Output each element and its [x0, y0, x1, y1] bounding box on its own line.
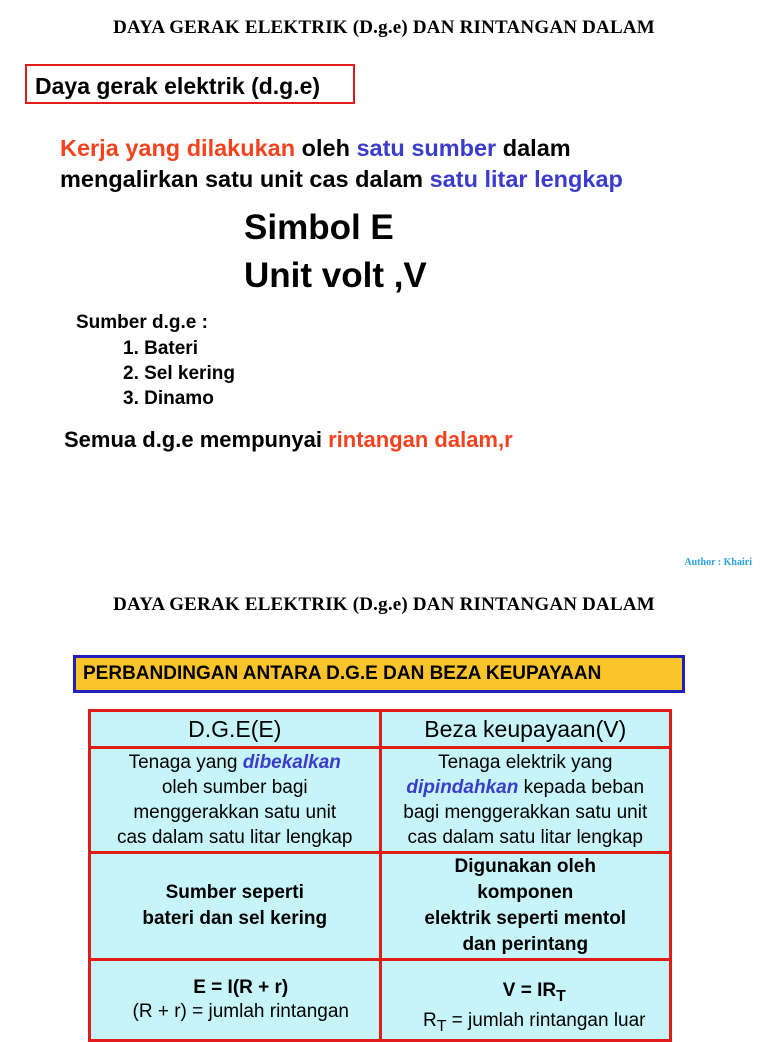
definition-text: dalam [496, 135, 571, 161]
column-header-potential-difference: Beza keupayaan(V) [380, 711, 671, 748]
list-item: 3. Dinamo [123, 388, 214, 409]
table-cell [380, 960, 671, 1041]
emf-box-title: Daya gerak elektrik (d.g.e) [25, 64, 355, 104]
table-row [90, 960, 671, 1041]
list-item: 1. Bateri [123, 338, 198, 359]
symbol-text: Simbol E [244, 208, 394, 247]
cell-text: R [423, 1010, 437, 1031]
formula-potential-difference [502, 980, 566, 1005]
cell-text: kepada beban [518, 777, 645, 798]
cell-text: elektrik seperti mentol [424, 908, 627, 929]
cell-subscript: T [436, 1017, 447, 1035]
statement-text: Semua d.g.e mempunyai [64, 427, 329, 452]
statement-internal-resistance: rintangan dalam,r [328, 427, 513, 452]
cell-text: oleh sumber bagi [161, 777, 308, 798]
sources-list [123, 336, 235, 411]
definition-complete-circuit: satu litar lengkap [429, 166, 623, 192]
comparison-table [88, 709, 672, 1042]
cell-text: Tenaga yang [128, 752, 243, 773]
table-cell [90, 748, 381, 853]
cell-text: Digunakan oleh [454, 856, 596, 877]
cell-text: bateri dan sel kering [142, 908, 328, 929]
comparison-title: PERBANDINGAN ANTARA D.G.E DAN BEZA KEUPAYAAN [73, 655, 685, 693]
sources-label: Sumber d.g.e : [76, 312, 208, 333]
emf-definition [60, 133, 623, 195]
table-header-row [90, 711, 671, 748]
symbol-unit-block [244, 204, 427, 300]
table-row [90, 748, 671, 853]
cell-text: = jumlah rintangan luar [446, 1010, 646, 1031]
author-credit: Author : Khairi [684, 557, 752, 568]
table-row [90, 853, 671, 960]
formula-text: V = IR [502, 980, 557, 1002]
cell-text: Sumber seperti [165, 882, 304, 903]
cell-text: bagi menggerakkan satu unit [403, 802, 648, 823]
cell-text: Tenaga elektrik yang [438, 752, 613, 773]
table-cell [380, 748, 671, 853]
cell-text: cas dalam satu litar lengkap [407, 827, 643, 848]
definition-text: oleh [295, 135, 357, 161]
table-cell [380, 853, 671, 960]
cell-text: dan perintang [462, 934, 589, 955]
cell-emphasis: dibekalkan [242, 752, 341, 773]
internal-resistance-statement [64, 427, 513, 453]
unit-text: Unit volt ,V [244, 256, 427, 295]
definition-text: mengalirkan satu unit cas dalam [60, 166, 430, 192]
formula-emf: E = I(R + r) [193, 977, 289, 998]
slide2-heading: DAYA GERAK ELEKTRIK (D.g.e) DAN RINTANGAN DALAM [113, 594, 655, 615]
cell-text: komponen [477, 882, 574, 903]
definition-work-done: Kerja yang dilakukan [60, 135, 296, 161]
slide1-heading: DAYA GERAK ELEKTRIK (D.g.e) DAN RINTANGAN DALAM [113, 17, 655, 38]
formula-subscript: T [556, 988, 566, 1005]
column-header-emf: D.G.E(E) [90, 711, 381, 748]
cell-emphasis: dipindahkan [406, 777, 519, 798]
cell-text: cas dalam satu litar lengkap [116, 827, 353, 848]
cell-text: menggerakkan satu unit [133, 802, 337, 823]
list-item: 2. Sel kering [123, 363, 235, 384]
definition-source: satu sumber [356, 135, 497, 161]
table-cell [90, 853, 381, 960]
cell-text: (R + r) = jumlah rintangan [132, 1001, 349, 1022]
table-cell [90, 960, 381, 1041]
